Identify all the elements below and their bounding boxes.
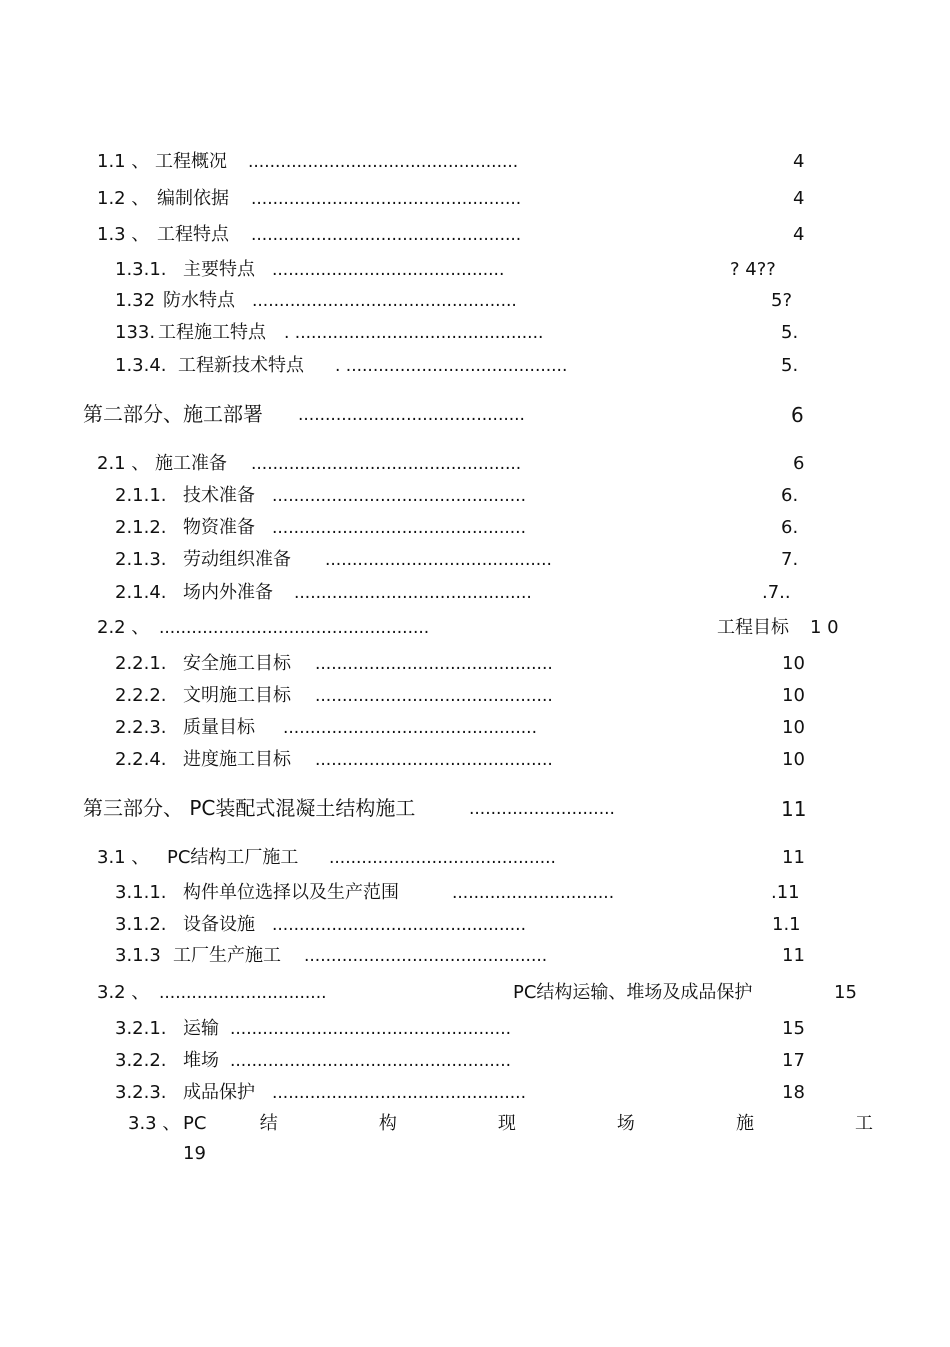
toc-number: 3.1.1.	[115, 882, 167, 903]
toc-page: 1.1	[772, 914, 801, 935]
toc-title: 工程特点	[157, 224, 229, 245]
toc-number: 1.2 、	[97, 188, 150, 209]
toc-page: 10	[782, 749, 805, 770]
toc-page: 11	[781, 797, 807, 821]
toc-number: 2.2.4.	[115, 749, 167, 770]
toc-part-title: 第二部分、施工部署	[83, 402, 263, 426]
toc-leader: ..................................................	[248, 152, 519, 172]
toc-page: 4	[793, 224, 805, 245]
toc-number: 3.1.3	[115, 945, 161, 966]
toc-title: PC结构运输、堆场及成品保护	[513, 982, 753, 1003]
toc-page: 6.	[781, 485, 799, 506]
toc-page: .7..	[762, 582, 791, 603]
toc-leader: ............................................	[315, 686, 553, 706]
toc-number: 1.32	[115, 290, 156, 311]
toc-page: 19	[183, 1143, 206, 1164]
toc-title: 进度施工目标	[183, 749, 291, 770]
toc-title: PC结构工厂施工	[167, 847, 299, 868]
toc-leader: ...........................	[469, 799, 615, 819]
toc-number: 2.1.4.	[115, 582, 167, 603]
toc-number: 3.3 、	[128, 1113, 181, 1134]
toc-number: 1.3.1.	[115, 259, 167, 280]
toc-title: 质量目标	[183, 717, 255, 738]
toc-leader: . ..............................................	[284, 323, 544, 343]
toc-page: 6	[793, 453, 805, 474]
toc-title: 主要特点	[183, 259, 255, 280]
toc-page: 5.	[781, 355, 799, 376]
toc-leader: ..................................................	[251, 189, 522, 209]
toc-leader: .............................................	[304, 946, 548, 966]
toc-leader: ............................................	[315, 654, 553, 674]
toc-number: 1.3 、	[97, 224, 150, 245]
toc-number: 1.3.4.	[115, 355, 167, 376]
toc-number: 3.2.3.	[115, 1082, 167, 1103]
toc-leader: .................................................	[252, 291, 517, 311]
toc-title: 堆场	[183, 1050, 219, 1071]
toc-title: 工程概况	[155, 151, 227, 172]
toc-number: 2.2.2.	[115, 685, 167, 706]
toc-title: 构件单位选择以及生产范围	[183, 882, 399, 903]
toc-page: 4	[793, 151, 805, 172]
toc-title: 技术准备	[183, 485, 255, 506]
toc-leader: ...............................................	[283, 718, 537, 738]
toc-leader: ..........................................	[325, 550, 552, 570]
toc-number: 3.1 、	[97, 847, 150, 868]
toc-title: 工程施工特点	[158, 322, 266, 343]
toc-leader: ...............................................	[272, 518, 526, 538]
toc-title: 安全施工目标	[183, 653, 291, 674]
toc-leader: ....................................................	[230, 1019, 511, 1039]
toc-page: 17	[782, 1050, 805, 1071]
toc-number: 2.2.3.	[115, 717, 167, 738]
toc-title: 防水特点	[163, 290, 235, 311]
toc-leader: ...............................	[159, 983, 327, 1003]
toc-leader: ...............................................	[272, 915, 526, 935]
toc-page: 7.	[781, 549, 799, 570]
toc-number: 2.1.2.	[115, 517, 167, 538]
toc-number: 3.2.2.	[115, 1050, 167, 1071]
toc-number: 3.2.1.	[115, 1018, 167, 1039]
toc-number: 133.	[115, 322, 156, 343]
toc-page: 5?	[771, 290, 793, 311]
toc-title: 物资准备	[183, 517, 255, 538]
toc-leader: ............................................	[294, 583, 532, 603]
toc-leader: ...........................................	[272, 260, 505, 280]
toc-page: 10	[782, 653, 805, 674]
toc-number: 2.2 、	[97, 617, 150, 638]
toc-number: 3.1.2.	[115, 914, 167, 935]
toc-page: 10	[782, 717, 805, 738]
toc-leader: ..........................................	[329, 848, 556, 868]
toc-title: 工程新技术特点	[178, 355, 304, 376]
toc-leader: ..........................................	[298, 405, 525, 425]
toc-page: 6	[791, 403, 804, 427]
toc-part-title: 第三部分、 PC装配式混凝土结构施工	[83, 796, 416, 820]
toc-title: 成品保护	[183, 1082, 255, 1103]
toc-number: 1.1 、	[97, 151, 150, 172]
toc-number: 2.1.3.	[115, 549, 167, 570]
toc-page: 18	[782, 1082, 805, 1103]
toc-page: 15	[782, 1018, 805, 1039]
toc-title: 运输	[183, 1018, 219, 1039]
toc-page: 15	[834, 982, 857, 1003]
toc-number: 2.1.1.	[115, 485, 167, 506]
toc-title: 场内外准备	[183, 582, 273, 603]
toc-title: 施工准备	[155, 453, 227, 474]
toc-leader: ..............................	[452, 883, 615, 903]
toc-leader: ....................................................	[230, 1051, 511, 1071]
toc-page: .11	[771, 882, 800, 903]
toc-title: 编制依据	[157, 188, 229, 209]
toc-leader: ...............................................	[272, 1083, 526, 1103]
toc-page: 11	[782, 945, 805, 966]
toc-title: 工程目标	[717, 617, 789, 638]
toc-page: ? 4??	[730, 259, 776, 280]
toc-page: 6.	[781, 517, 799, 538]
toc-leader: ............................................	[315, 750, 553, 770]
toc-page: 5.	[781, 322, 799, 343]
toc-title: PC 结 构 现 场 施 工	[183, 1113, 873, 1134]
toc-number: 3.2 、	[97, 982, 150, 1003]
toc-title: 设备设施	[183, 914, 255, 935]
toc-page: 10	[782, 685, 805, 706]
toc-leader: . .........................................	[335, 356, 568, 376]
toc-leader: ...............................................	[272, 486, 526, 506]
toc-page: 1 0	[810, 617, 839, 638]
toc-number: 2.2.1.	[115, 653, 167, 674]
toc-title: 文明施工目标	[183, 685, 291, 706]
toc-leader: ..................................................	[159, 618, 430, 638]
toc-page: 11	[782, 847, 805, 868]
toc-title: 工厂生产施工	[173, 945, 281, 966]
toc-number: 2.1 、	[97, 453, 150, 474]
toc-leader: ..................................................	[251, 225, 522, 245]
toc-leader: ..................................................	[251, 454, 522, 474]
toc-title: 劳动组织准备	[183, 549, 291, 570]
toc-page: 4	[793, 188, 805, 209]
